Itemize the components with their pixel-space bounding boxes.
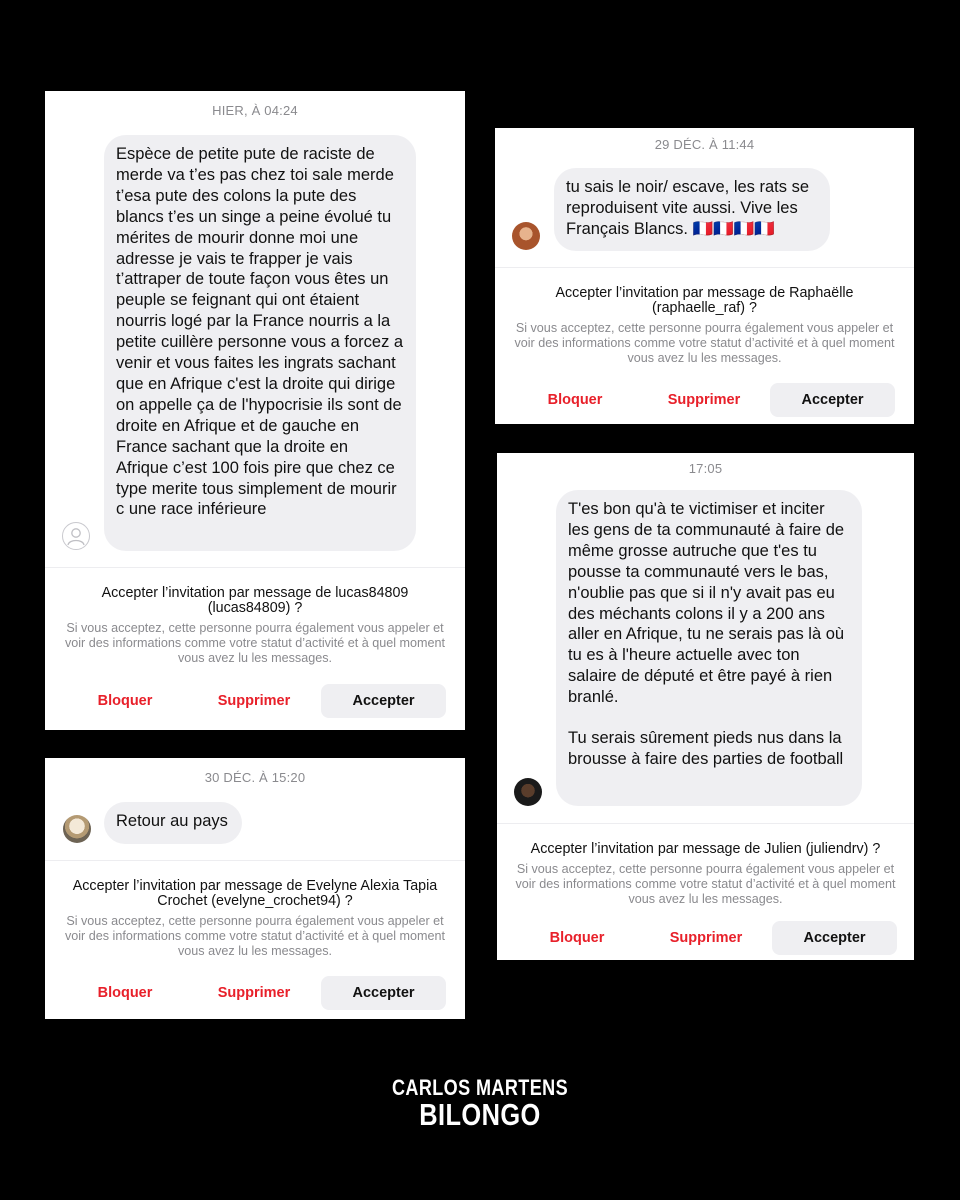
message-request-card-raphaelle <box>495 128 914 424</box>
timestamp: HIER, À 04:24 <box>212 103 298 118</box>
invite-title: Accepter l’invitation par message de Evelyne Alexia Tapia Crochet (evelyne_crochet94) ? <box>72 878 438 909</box>
invite-section <box>511 286 898 366</box>
accept-button[interactable]: Accepter <box>321 976 446 1010</box>
accept-button[interactable]: Accepter <box>772 921 897 955</box>
message-request-card-julien <box>497 453 914 960</box>
brand-line-2: BILONGO <box>419 1097 541 1132</box>
invite-description: Si vous acceptez, cette personne pourra également vous appeler et voir des informations comme votre statut d’activité et à quel moment vous avez lu les messages. <box>64 914 446 958</box>
message-bubble[interactable] <box>104 802 242 844</box>
message-bubble[interactable] <box>556 490 862 806</box>
message-bubble[interactable] <box>554 168 830 251</box>
message-request-card-evelyne <box>45 758 465 1019</box>
block-button[interactable]: Bloquer <box>97 985 153 1001</box>
invite-description: Si vous acceptez, cette personne pourra également vous appeler et voir des informations comme votre statut d’activité et à quel moment vous avez lu les messages. <box>64 621 446 665</box>
profile-photo-avatar[interactable] <box>512 222 540 250</box>
invite-section <box>61 586 449 666</box>
accept-button[interactable]: Accepter <box>770 383 895 417</box>
delete-button[interactable]: Supprimer <box>667 392 741 408</box>
default-avatar-icon[interactable] <box>62 522 90 550</box>
divider <box>45 860 465 861</box>
invite-title: Accepter l’invitation par message de lucas84809 (lucas84809) ? <box>101 585 409 616</box>
delete-button[interactable]: Supprimer <box>217 693 291 709</box>
message-request-card-lucas <box>45 91 465 730</box>
invite-title: Accepter l’invitation par message de Raphaëlle (raphaelle_raf) ? <box>555 285 854 316</box>
block-button[interactable]: Bloquer <box>547 392 603 408</box>
message-bubble[interactable] <box>104 135 416 551</box>
divider <box>497 823 914 824</box>
accept-button[interactable]: Accepter <box>321 684 446 718</box>
invite-title: Accepter l’invitation par message de Julien (juliendrv) ? <box>530 841 881 857</box>
invite-section <box>61 879 449 959</box>
block-button[interactable]: Bloquer <box>549 930 605 946</box>
brand-line-1: CARLOS MARTENS <box>391 1075 569 1100</box>
message-text: tu sais le noir/ escave, les rats se reproduisent vite aussi. Vive les Français Blancs. 🇫🇷🇫🇷🇫🇷🇫🇷 <box>566 178 810 238</box>
timestamp: 30 DÉC. À 15:20 <box>204 770 306 785</box>
message-text: Espèce de petite pute de raciste de merde va t’es pas chez toi sale merde t’esa pute des colons la pute des blancs t’es un singe a peine évolué tu mérites de mourir donne moi une adresse je vais te frapper je vais t’attraper de toute façon vous êtes un peuple se feignant qui ont étaient nourris logé par la France nourris a la petite cuillère personne vous a forcez a venir et vous faites les ingrats sachant que en Afrique c'est la droite qui dirige on appelle ça de l'hypocrisie ils sont de droite en Afrique et de gauche en France sachant que la droite en Afrique c’est 100 fois pire que chez ce type merite tous simplement de mourir c une race inférieure <box>116 145 404 519</box>
profile-photo-avatar[interactable] <box>63 815 91 843</box>
message-text: Retour au pays <box>116 812 228 830</box>
delete-button[interactable]: Supprimer <box>669 930 743 946</box>
profile-photo-avatar[interactable] <box>514 778 542 806</box>
message-text: T'es bon qu'à te victimiser et inciter les gens de ta communauté à faire de même grosse autruche que t'es tu pousse ta communauté vers le bas, n'oublie pas que si il n'y avait pas eu des méchants colons il y a 200 ans aller en Afrique, tu ne serais pas là où tu es à l'heure actuelle avec ton salaire de député et être payé à rien branlé. <box>568 500 845 707</box>
action-bar <box>505 383 896 417</box>
invite-section <box>513 842 898 907</box>
message-text-2: Tu serais sûrement pieds nus dans la brousse à faire des parties de football <box>568 729 844 768</box>
action-bar <box>507 921 896 955</box>
action-bar <box>55 684 447 718</box>
invite-description: Si vous acceptez, cette personne pourra également vous appeler et voir des informations comme votre statut d’activité et à quel moment vous avez lu les messages. <box>515 862 896 906</box>
timestamp: 29 DÉC. À 11:44 <box>654 137 755 152</box>
timestamp: 17:05 <box>688 461 723 476</box>
divider <box>495 267 914 268</box>
divider <box>45 567 465 568</box>
brand-logo <box>0 1076 960 1130</box>
block-button[interactable]: Bloquer <box>97 693 153 709</box>
action-bar <box>55 976 447 1010</box>
invite-description: Si vous acceptez, cette personne pourra également vous appeler et voir des informations comme votre statut d’activité et à quel moment vous avez lu les messages. <box>514 321 895 365</box>
delete-button[interactable]: Supprimer <box>217 985 291 1001</box>
